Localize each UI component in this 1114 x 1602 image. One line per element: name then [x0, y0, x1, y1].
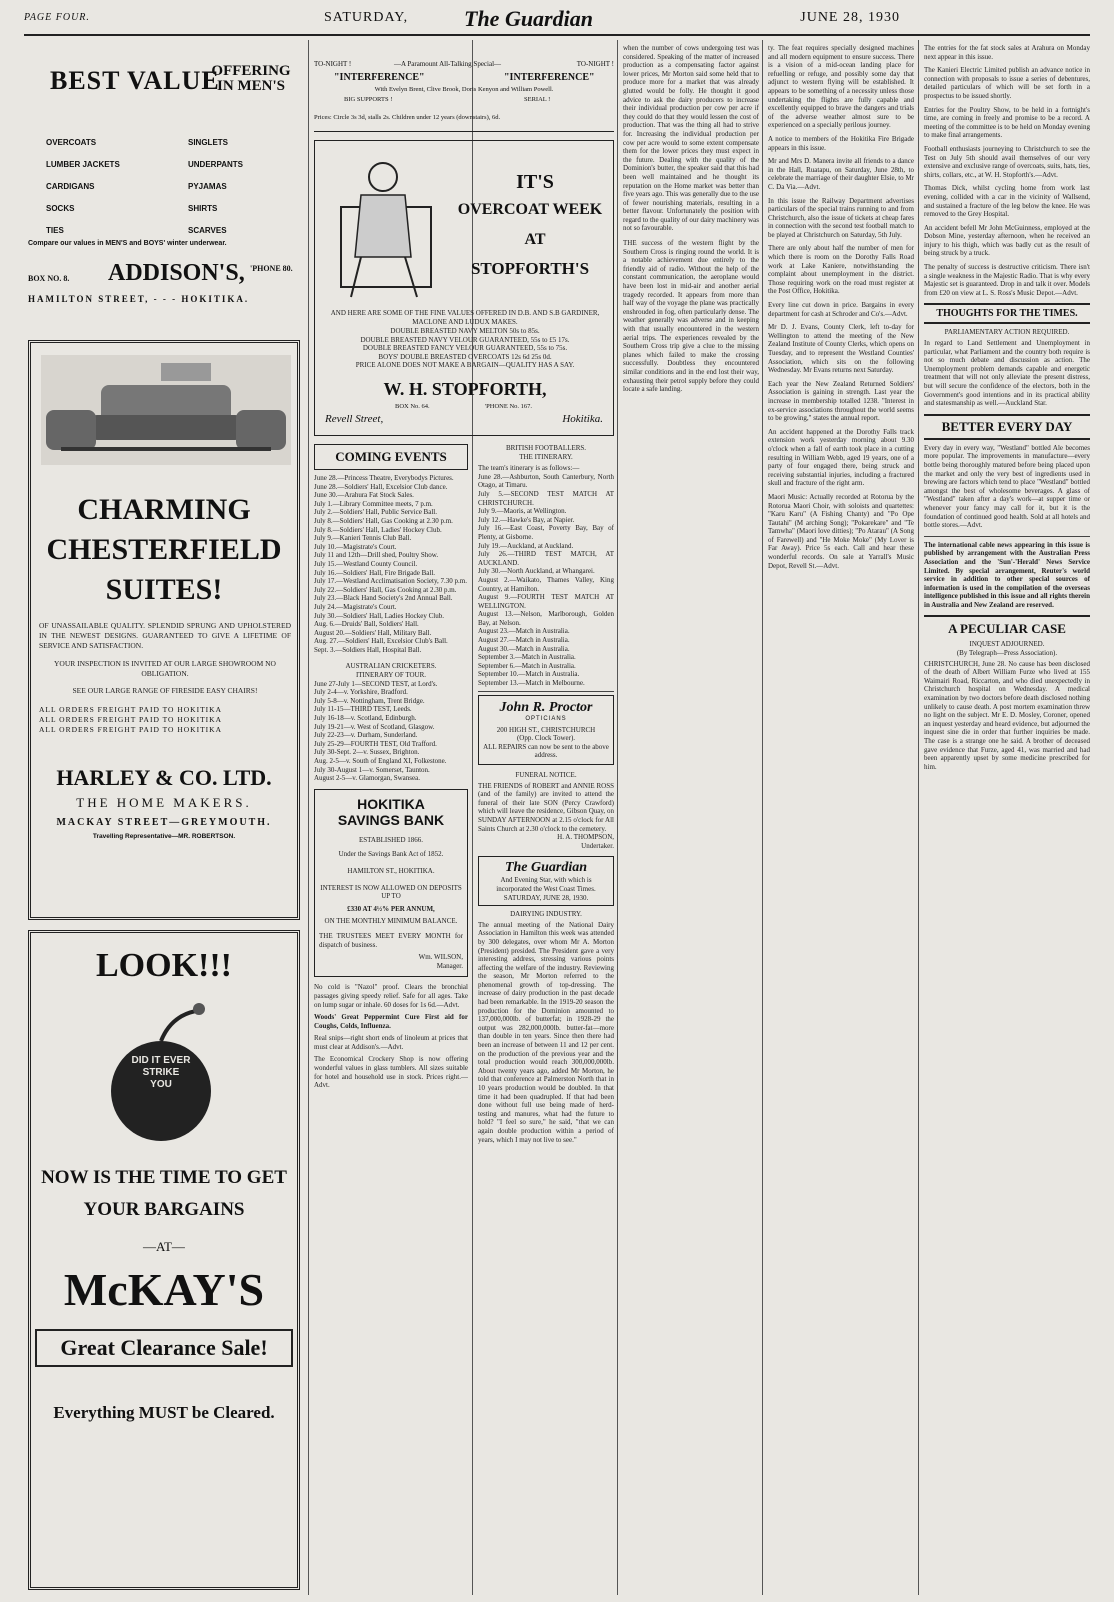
article-column-5	[924, 44, 1090, 1592]
list-item: July 24.—Magistrate's Court.	[314, 602, 397, 611]
list-item: LUMBER JACKETS	[46, 160, 120, 169]
small-ad-linoleum: Real snips—right short ends of linoleum at prices that must clear at Addison's.—Advt.	[314, 1034, 468, 1051]
list-item: July 30-August 1—v. Somerset, Taunton.	[314, 765, 430, 774]
thoughts-title: THOUGHTS FOR THE TIMES.	[924, 303, 1090, 324]
funeral-undertaker-name: H. A. THOMPSON,	[557, 833, 614, 842]
addisons-box: BOX NO. 8.	[28, 274, 70, 283]
list-item: August 30.—Match in Australia.	[478, 644, 570, 653]
column-rule	[762, 40, 763, 1595]
list-item: July 11-15—THIRD TEST, Leeds.	[314, 705, 412, 714]
list-item: Aug. 6.—Druids' Ball, Soldiers' Hall.	[314, 620, 419, 629]
stopforth-h3: AT	[524, 231, 546, 248]
harley-invite: YOUR INSPECTION IS INVITED AT OUR LARGE SHOWROOM NO OBLIGATION.	[54, 659, 276, 678]
proctor-logo: John R. Proctor	[499, 699, 593, 715]
list-item: July 16.—Soldiers' Hall, Fire Brigade Ball.	[314, 568, 436, 577]
freight-line: ALL ORDERS FREIGHT PAID TO HOKITIKA	[39, 715, 222, 724]
peculiar-case-byline: (By Telegraph—Press Association).	[956, 649, 1058, 658]
proctor-logo-sub: OPTICIANS	[525, 715, 567, 722]
list-item: September 10.—Match in Australia.	[478, 670, 580, 679]
bomb-text: DID IT EVER STRIKE YOU	[131, 1055, 191, 1090]
notice: Football enthusiasts journeying to Christchurch to see the Test on July 5th should avail themselves of our very extensive and exclusive range of overcoats, suits, hats, ties, shirts, collars, etc., at W. H. Stopforth's.—Advt.	[924, 144, 1090, 179]
savings-bank-title-2: SAVINGS BANK	[337, 811, 445, 828]
harley-address: MACKAY STREET—GREYMOUTH.	[56, 817, 272, 828]
coming-events-title: COMING EVENTS	[314, 444, 468, 470]
guardian-box	[478, 856, 614, 906]
list-item: July 15.—Westland County Council.	[314, 559, 418, 568]
price-line: BOYS' DOUBLE BREASTED OVERCOATS 12s 6d 25s 0d.	[378, 352, 552, 361]
mckays-cleared: Everything MUST be Cleared.	[53, 1403, 275, 1422]
price-line: DOUBLE BREASTED NAVY VELOUR GUARANTEED, 55s to £5 17s.	[360, 335, 570, 344]
column-rule	[918, 40, 919, 1595]
savings-bank-amount: £330 AT 4½% PER ANNUM,	[347, 904, 435, 913]
proctor-opp: (Opp. Clock Tower).	[516, 734, 576, 743]
stopforth-ad	[314, 140, 614, 436]
footballers-subtitle: THE ITINERARY.	[519, 452, 573, 461]
small-ad-crockery: The Economical Crockery Shop is now offering wonderful values in glass tumblers. All sizes suitable for hotel and household use in stock. Prices right.—Advt.	[314, 1055, 468, 1090]
list-item: June 28.—Princess Theatre, Everybodys Pictures.	[314, 474, 454, 482]
harley-body: OF UNASSAILABLE QUALITY. SPLENDID SPRUNG AND UPHOLSTERED IN THE NEWEST DESIGNS. GUARANTEED TO GIVE A LIFETIME OF SERVICE AND SATISFACTION.	[39, 621, 291, 650]
tonight-film-right: "INTERFERENCE"	[504, 72, 595, 83]
list-item: August 27.—Match in Australia.	[478, 636, 570, 645]
savings-bank-est: ESTABLISHED 1866.	[359, 835, 423, 844]
savings-bank-manager-name: Wm. WILSON,	[418, 953, 463, 962]
list-item: July 23.—Black Hand Society's 2nd Annual Ball.	[314, 594, 453, 603]
notice: An accident befell Mr John McGuinness, employed at the Dobson Mine, yesterday afternoon, when he received an injury to his thigh, which was badly cut as the result of being struck by a truck.	[924, 223, 1090, 258]
proctor-ad	[478, 695, 614, 765]
tonight-left-label: TO-NIGHT !	[314, 60, 352, 68]
stopforth-intro: AND HERE ARE SOME OF THE FINE VALUES OFFERED IN D.B. AND S.B GARDINER, MACLONE AND LUDUX MAKES.	[330, 309, 600, 326]
date-label: JUNE 28, 1930	[800, 10, 900, 25]
tonight-film-left: "INTERFERENCE"	[334, 72, 425, 83]
better-every-day-body: Every day in every way, "Westland" bottled Ale becomes more popular. The improvements in manufacture—every bottle being thoroughly matured before being placed upon the market and only the very best of ingredients used in brewing are factors which tend to place "Westland" bottled amongst the best of wholesome beverages. A glass of "Westland" taken after a day's work—at supper time or whenever your fancy may call for it, but it is the foundation of continued good health. Sold at all hotels and bottle stores.—Advt.	[924, 443, 1090, 530]
notice: The Kanieri Electric Limited publish an advance notice in connection with proposals to issue a series of debentures, detailed particulars of which will be set forth in a prospectus to be issued shortly.	[924, 66, 1090, 100]
list-item: July 30.—North Auckland, at Whangarei.	[478, 567, 595, 576]
man-in-chair-illustration	[321, 147, 441, 307]
coming-events-list	[314, 474, 468, 654]
list-item: OVERCOATS	[46, 138, 97, 147]
list-item: July 30-Sept. 2—v. Sussex, Brighton.	[314, 748, 420, 757]
mckays-sale: Great Clearance Sale!	[35, 1329, 293, 1367]
tonight-right-label: TO-NIGHT !	[576, 60, 614, 68]
list-item: June 28.—Soldiers' Hall, Excelsior Club dance.	[314, 482, 448, 491]
list-item: Sept. 3.—Soldiers Hall, Hospital Ball.	[314, 645, 422, 654]
maori-music-ad: Maori Music: Actually recorded at Rotorua by the Rotorua Maori Choir, with soloists and quartettes: "Karu Karu" (A Fishing Chanty) and "Po Ope Tautahi" (M arching Song); "Pokarekare" and "Te Tamwha" (Maori love ditties); "Po Atarau" (A Song of Farewell) and "He Moke Moke" (My Lover is Far Away). Price 5s each. Call and hear these wonderful records. On sale at Yarrall's Music Depot, Revell St.—Advt.	[768, 492, 914, 570]
tonight-cast: With Evelyn Brent, Clive Brook, Doris Kenyon and William Powell.	[374, 86, 554, 93]
addisons-name: ADDISON'S,	[108, 260, 245, 286]
page-label: PAGE FOUR.	[24, 12, 90, 23]
small-ad-nazol: No cold is "Nazol" proof. Clears the bronchial passages giving speedy relief. Safe for all ages. Take on lump sugar or inhale. 60 doses for 1s 6d.—Advt.	[314, 983, 468, 1009]
footballers-list	[478, 473, 614, 688]
footballers-intro: The team's itinerary is as follows:—	[478, 464, 580, 473]
addisons-list-left	[46, 132, 120, 242]
list-item: August 2-5—v. Glamorgan, Swansea.	[314, 774, 420, 783]
list-item: July 12.—Hawke's Bay, at Napier.	[478, 515, 575, 524]
cricketers-title: AUSTRALIAN CRICKETERS.	[345, 662, 437, 671]
cricketers-list	[314, 680, 468, 783]
sofa-illustration	[41, 355, 291, 465]
dairying-body: The annual meeting of the National Dairy Association in Hamilton this week was attended by 300 delegates, over whom Mr A. Morton (President) presided. The President gave a very interesting address, stressing various points affecting the welfare of the industry. Reviewing the season, Mr Morton referred to the phenomenal growth of top-dressing. The increase of dairy production in the past decade had been remarkable. In the 1919-20 season the production for the Dominion amounted to 137,000,000lb. of butterfat; in 1928-29 the output was 282,000,000lb. butter-fat—more than double in ten years. Since then there had been an increase of between 11 and 12 per cent. on the production of the previous year and the total production would reach 300,000,000lb. About twenty years ago, added Mr Morton, he told that conference at Palmerston North that in 10 years production would be doubled. In that time it had been quadrupled. If that had been done without full use being made of herd-testing and manures, what had the future to hold? "I feel so sure," he said, "that we can again double production within a period of years, which I may not live to see."	[478, 920, 614, 1144]
price-line: PRICE ALONE DOES NOT MAKE A BARGAIN—QUALITY HAS A SAY.	[355, 361, 575, 370]
notice: Thomas Dick, whilst cycling home from work last evening, collided with a car in the vicinity of Wallsend, and sustained a fracture of the leg below the knee. He was removed to the Grey Hospital.	[924, 184, 1090, 219]
harley-headline-2: CHESTERFIELD	[46, 533, 282, 566]
stopforth-street: Revell Street,	[325, 413, 384, 425]
guardian-box-date: SATURDAY, JUNE 28, 1930.	[503, 893, 589, 902]
dairying-continued: when the number of cows undergoing test was considered. Speaking of the matter of increased production as a compensating factor against lower prices, Mr Morton said some held that to produce more for a market that was already glutted would be folly. He thought it good advice to ask the dairy producers to increase their individual production per cow per acre if they could do that they would lessen the cost of production. That was the thing all had to strive for. Increasing the individual production per cow per acre would to some extent compensate them for the lower prices they must expect in the future. Dealing with the quality of the Dominion's butter, the speaker said that this had been well maintained and he thought its reputation on the Home market was better than five years ago. This was generally due to the use of fewer nourishing materials, resulting in a better flavour. Unfortunately the position with regard to the quality of our dairy machinery was not so favourable.	[623, 44, 759, 233]
mckays-look: LOOK!!!	[96, 947, 232, 984]
peculiar-case-title: A PECULIAR CASE	[924, 615, 1090, 637]
list-item: July 19-21—v. West of Scotland, Glasgow.	[314, 722, 435, 731]
list-item: July 30.—Soldiers' Hall, Ladies Hockey Club.	[314, 611, 444, 620]
list-item: July 22-23—v. Durham, Sunderland.	[314, 731, 418, 740]
list-item: September 3.—Match in Australia.	[478, 653, 576, 662]
notice: Mr and Mrs D. Manera invite all friends to a dance in the Hall, Ruatapu, on Saturday, June 28th, to celebrate the marriage of their daughter Elsie, to Mr C. Da Via.—Advt.	[768, 157, 914, 191]
better-every-day-title: BETTER EVERY DAY	[924, 414, 1090, 440]
harley-range: SEE OUR LARGE RANGE OF FIRESIDE EASY CHAIRS!	[72, 686, 258, 695]
addisons-headline: BEST VALUE	[50, 66, 220, 95]
notice: Each year the New Zealand Returned Soldiers' Association is gaining in strength. Last year the increase in membership totalled 1238. "Interest in ex-service associations throughout the world seems to be growing," states the annual report.	[768, 379, 914, 423]
list-item: PYJAMAS	[188, 182, 227, 191]
savings-bank-address: HAMILTON ST., HOKITIKA.	[347, 866, 435, 875]
tonight-supports: BIG SUPPORTS !	[344, 96, 393, 103]
column-rule	[308, 40, 309, 1595]
notice: In this issue the Railway Department advertises particulars of the special trains running to and from Christchurch, also the issue of tickets at cheap fares in connection with the second test football match to be played at Christchurch on Saturday, 5th July.	[768, 196, 914, 239]
savings-bank-interest: INTEREST IS NOW ALLOWED ON DEPOSITS UP TO	[320, 883, 462, 901]
list-item: September 13.—Match in Melbourne.	[478, 679, 585, 688]
day-label: SATURDAY,	[324, 10, 409, 25]
harley-headline-1: CHARMING	[77, 493, 251, 526]
price-line: DOUBLE BREASTED FANCY VELOUR GUARANTEED, 55s to 75s.	[362, 344, 568, 353]
mckays-now-1: NOW IS THE TIME TO GET	[41, 1167, 287, 1188]
harley-freight	[39, 705, 291, 735]
harley-tagline: THE HOME MAKERS.	[76, 795, 252, 810]
guardian-box-sub: And Evening Star, with which is incorporated the West Coast Times.	[496, 876, 596, 893]
stopforth-town: Hokitika.	[562, 413, 603, 425]
notice: There are only about half the number of men for which there is room on the Dorothy Falls Road work at Lake Kaniere, notwithstanding the complaint about unemployment in the district. Those requiring work on the road must register at the Post Office, Hokitika.	[768, 244, 914, 296]
stopforth-box: BOX No. 64.	[395, 403, 430, 410]
footballers-title: BRITISH FOOTBALLERS.	[505, 444, 587, 452]
tonight-prices: Prices: Circle 3s 3d, stalls 2s. Children under 12 years (downstairs), 6d.	[314, 114, 501, 121]
list-item: July 2.—Soldiers' Hall, Public Service Ball.	[314, 508, 437, 517]
list-item: July 5-8—v. Nottingham, Trent Bridge.	[314, 696, 425, 705]
savings-bank-ad	[314, 789, 468, 978]
list-item: August 9.—FOURTH TEST MATCH AT WELLINGTON.	[478, 593, 614, 610]
addisons-list-right	[188, 132, 243, 242]
notice: An accident happened at the Dorothy Falls track extension work yesterday morning about 9.30 o'clock when a fall of earth took place in a cutting resulting in William Webb, aged 19 years, one of a party of four engaged there, being struck and receiving substantial injuries, including a fractured skull and fracture of the right arm.	[768, 427, 914, 488]
freight-line: ALL ORDERS FREIGHT PAID TO HOKITIKA	[39, 705, 222, 714]
price-line: DOUBLE BREASTED NAVY MELTON 50s to 85s.	[390, 327, 540, 335]
list-item: July 17.—Westland Acclimatisation Society, 7.30 p.m.	[314, 577, 467, 586]
list-item: July 2-4—v. Yorkshire, Bradford.	[314, 688, 408, 697]
stopforth-h2: OVERCOAT WEEK	[457, 201, 603, 218]
addisons-phone: 'PHONE 80.	[250, 264, 293, 273]
list-item: June 28.—Ashburton, South Canterbury, North Otago, at Timaru.	[478, 472, 614, 490]
funeral-body: THE FRIENDS of ROBERT and ANNIE ROSS (and of the family) are invited to attend the funeral of their late SON (Percy Crawford) which will leave the residence, Gibson Quay, on SUNDAY AFTERNOON at 2.15 o'clock for All Saints Church at 2.30 o'clock to the cemetery.	[478, 781, 614, 833]
notice: The entries for the fat stock sales at Arahura on Monday next appear in this issue.	[924, 44, 1090, 61]
mckays-at: —AT—	[143, 1239, 185, 1254]
flight-article: THE success of the western flight by the Southern Cross is ringing round the world. It is a notable achievement due entirely to the friendly aid of radio. Without the help of the constant communication, the aeroplane would have been lost in mid-air and another aerial tragedy recorded. It appears from more than half way of the voyage the plane was practically enshrouded in fog, often particularly dense. The weather generally was adverse and in keeping with that usually encountered in the western aerial trips. The experiences revealed by the Southern Cross trip give a clue to the missing planes which failed to make the crossing successfully. Doubtless they encountered similar conditions and in the end lost their way, exhausting their petrol supply before they could locate a safe landing.	[623, 239, 759, 394]
notice: Mr D. J. Evans, County Clerk, left to-day for Wellington to attend the meeting of the New Zealand Institute of County Clerks, which opens on Tuesday, and to represent the Westland Counties' Association, which sits on the following Wednesday. Mr Evans returns next Saturday.	[768, 323, 914, 375]
small-ad-woods: Woods' Great Peppermint Cure First aid for Coughs, Colds, Influenza.	[314, 1013, 468, 1030]
savings-bank-trustees: THE TRUSTEES MEET EVERY MONTH for dispatch of business.	[319, 931, 463, 949]
list-item: July 10.—Magistrate's Court.	[314, 542, 397, 551]
harley-rep: Travelling Representative—MR. ROBERTSON.	[92, 833, 236, 840]
list-item: July 25-29—FOURTH TEST, Old Trafford.	[314, 739, 437, 748]
list-item: July 5.—SECOND TEST MATCH AT CHRISTCHURCH.	[478, 489, 614, 507]
divider	[478, 691, 614, 692]
proctor-repairs: ALL REPAIRS can now be sent to the above address.	[483, 742, 609, 760]
stopforth-h1: IT'S	[516, 171, 554, 193]
coming-events-column	[314, 444, 468, 1592]
list-item: August 13.—Nelson, Marlborough, Golden Bay, at Nelson.	[478, 610, 614, 627]
list-item: July 16-18—v. Scotland, Edinburgh.	[314, 714, 417, 723]
savings-bank-title-1: HOKITIKA	[357, 795, 425, 812]
list-item: UNDERPANTS	[188, 160, 243, 169]
list-item: September 6.—Match in Australia.	[478, 661, 576, 670]
list-item: SOCKS	[46, 204, 75, 213]
peculiar-case-subtitle: INQUEST ADJOURNED.	[969, 640, 1045, 649]
savings-bank-monthly: ON THE MONTHLY MINIMUM BALANCE.	[324, 917, 458, 926]
parliamentary-body: In regard to Land Settlement and Unemployment in particular, what Parliament and the country both require is not so much debate and discussion as action. The Unemployment problem demands capable and energetic treatment that will not only alleviate the present distress, but will secure the confidence of the electors, both in the Government's good intentions and in its practical ability and statesmanship as well.—Auckland Star.	[924, 339, 1090, 408]
list-item: July 19.—Auckland, at Auckland.	[478, 541, 574, 550]
masthead	[24, 6, 1090, 36]
harley-name: HARLEY & CO. LTD.	[56, 765, 272, 790]
parliamentary-title: PARLIAMENTARY ACTION REQUIRED.	[944, 328, 1070, 337]
list-item: SHIRTS	[188, 204, 218, 213]
article-column-4	[768, 44, 914, 1592]
harley-ad	[28, 340, 300, 920]
addisons-subheadline: OFFERING IN MEN'S	[211, 63, 291, 94]
dairying-title: DAIRYING INDUSTRY.	[510, 910, 582, 919]
notice: The penalty of success is destructive criticism. There isn't a single weakness in the Majestic Radio. That is why every Majestic set is guaranteed. Drop in and talk it over. Models from £20 on view at L. S. Ross's Music Depot.—Advt.	[924, 263, 1090, 297]
addisons-ad	[28, 50, 300, 328]
notice: A notice to members of the Hokitika Fire Brigade appears in this issue.	[768, 134, 914, 152]
list-item: June 30.—Arahura Fat Stock Sales.	[314, 491, 414, 500]
list-item: August 23.—Match in Australia.	[478, 627, 570, 636]
list-item: July 9.—Maoris, at Wellington.	[478, 507, 567, 516]
list-item: July 1.—Library Committee meets, 7 p.m.	[314, 499, 433, 508]
list-item: August 2.—Waikato, Thames Valley, King Country, at Hamilton.	[478, 575, 614, 593]
funeral-undertaker-title: Undertaker.	[581, 841, 614, 850]
tonight-mid-label: —A Paramount All-Talking Special—	[394, 60, 502, 68]
mckays-ad	[28, 930, 300, 1590]
masthead-title: The Guardian	[464, 6, 593, 31]
proctor-address: 200 HIGH ST., CHRISTCHURCH	[496, 725, 596, 734]
list-item: TIES	[46, 226, 64, 235]
savings-bank-manager-title: Manager.	[436, 961, 463, 970]
list-item: July 22.—Soldiers' Hall, Gas Cooking at 2.30 p.m.	[314, 585, 457, 594]
list-item: July 9.—Kanieri Tennis Club Ball.	[314, 534, 412, 543]
addisons-address: HAMILTON STREET, - - - HOKITIKA.	[28, 294, 250, 304]
list-item: SCARVES	[188, 226, 227, 235]
guardian-box-title: The Guardian	[504, 860, 588, 876]
list-item: July 8.—Soldiers' Hall, Gas Cooking at 2.30 p.m.	[314, 516, 453, 525]
tonight-ad	[314, 60, 614, 132]
tonight-serial: SERIAL !	[524, 96, 551, 103]
stopforth-phone: 'PHONE No. 167.	[485, 403, 533, 410]
list-item: CARDIGANS	[46, 182, 95, 191]
peculiar-case-body: CHRISTCHURCH, June 28. No cause has been disclosed of the death of Albert William Furze who lived at 155 Waimairi Road, Riccarton, and who died unexpectedly in Christchurch hospital on Wednesday. A medical examination by two doctors before death disclosed nothing unlikely to cause death. A post mortem examination threw no light on the subject. Mr E. D. Mosley, Coroner, opened an inquest yesterday and heard evidence, but adjourned the inquest sine die in order that further inquiries be made. The case is a strange one he said. A brother of deceased gave evidence that Furze, aged 41, was married and had been apparently upset by some medicine prescribed for him.	[924, 659, 1090, 771]
column-rule	[617, 40, 618, 1595]
list-item: July 16.—East Coast, Poverty Bay, Bay of Plenty, at Gisborne.	[478, 524, 614, 541]
footballers-column	[478, 444, 614, 1592]
addisons-compare: Compare our values in MEN'S and BOYS' winter underwear.	[28, 240, 227, 247]
list-item: August 20.—Soldiers' Hall, Military Ball.	[314, 628, 432, 637]
article-column-3	[623, 44, 759, 1592]
list-item: SINGLETS	[188, 138, 229, 147]
stopforth-name: W. H. STOPFORTH,	[383, 379, 547, 399]
mckays-name: McKAY'S	[63, 1264, 265, 1315]
mckays-now-2: YOUR BARGAINS	[83, 1199, 245, 1220]
harley-headline-3: SUITES!	[105, 573, 223, 606]
list-item: June 27-July 1—SECOND TEST, at Lord's.	[314, 679, 438, 688]
notice: Entries for the Poultry Show, to be held in a fortnight's time, are coming in freely and promise to be a record. A meeting of the committee is to be held on Monday evening to make final arrangements.	[924, 105, 1090, 140]
stopforth-prices	[323, 327, 607, 370]
cricketers-subtitle: ITINERARY OF TOUR.	[355, 671, 427, 680]
notice: Every line cut down in price. Bargains in every department for cash at Schroder and Co's.—Advt.	[768, 301, 914, 318]
funeral-title: FUNERAL NOTICE.	[515, 771, 577, 779]
cable-notice: The international cable news appearing in this issue is published by arrangement with the Australian Press Association and the 'Sun'-'Herald' News Service Limited. By special arrangement, Reuter's world service in addition to other special sources of information is used in the compilation of the overseas intelligence published in this issue and all rights therein in Australia and New Zealand are reserved.	[924, 536, 1090, 610]
stopforth-h4: STOPFORTH'S	[470, 259, 590, 278]
list-item: July 11 and 12th—Drill shed, Poultry Show.	[314, 551, 439, 560]
list-item: Aug. 2-5—v. South of England XI, Folkestone.	[314, 757, 447, 765]
list-item: July 26.—THIRD TEST MATCH, AT AUCKLAND.	[478, 550, 614, 567]
list-item: Aug. 27.—Soldiers' Hall, Excelsior Club's Ball.	[314, 637, 448, 646]
list-item: July 8.—Soldiers' Hall, Ladies' Hockey Club.	[314, 525, 442, 534]
flight-continued: ty. The feat requires specially designed machines and all modern equipment to ensure success. There is a vision of a mid-ocean landing place for refuelling or refuge, and possibly some day that adjunct to western flying will be established. It appears to be something of a necessity unless those undertaking the flights are fully capable and excellently equipped to brave the dangers and trials of the adverse weather almost sure to be experienced on a specially perilous journey.	[768, 44, 914, 130]
freight-line: ALL ORDERS FREIGHT PAID TO HOKITIKA	[39, 725, 222, 734]
savings-bank-act: Under the Savings Bank Act of 1852.	[338, 850, 444, 859]
